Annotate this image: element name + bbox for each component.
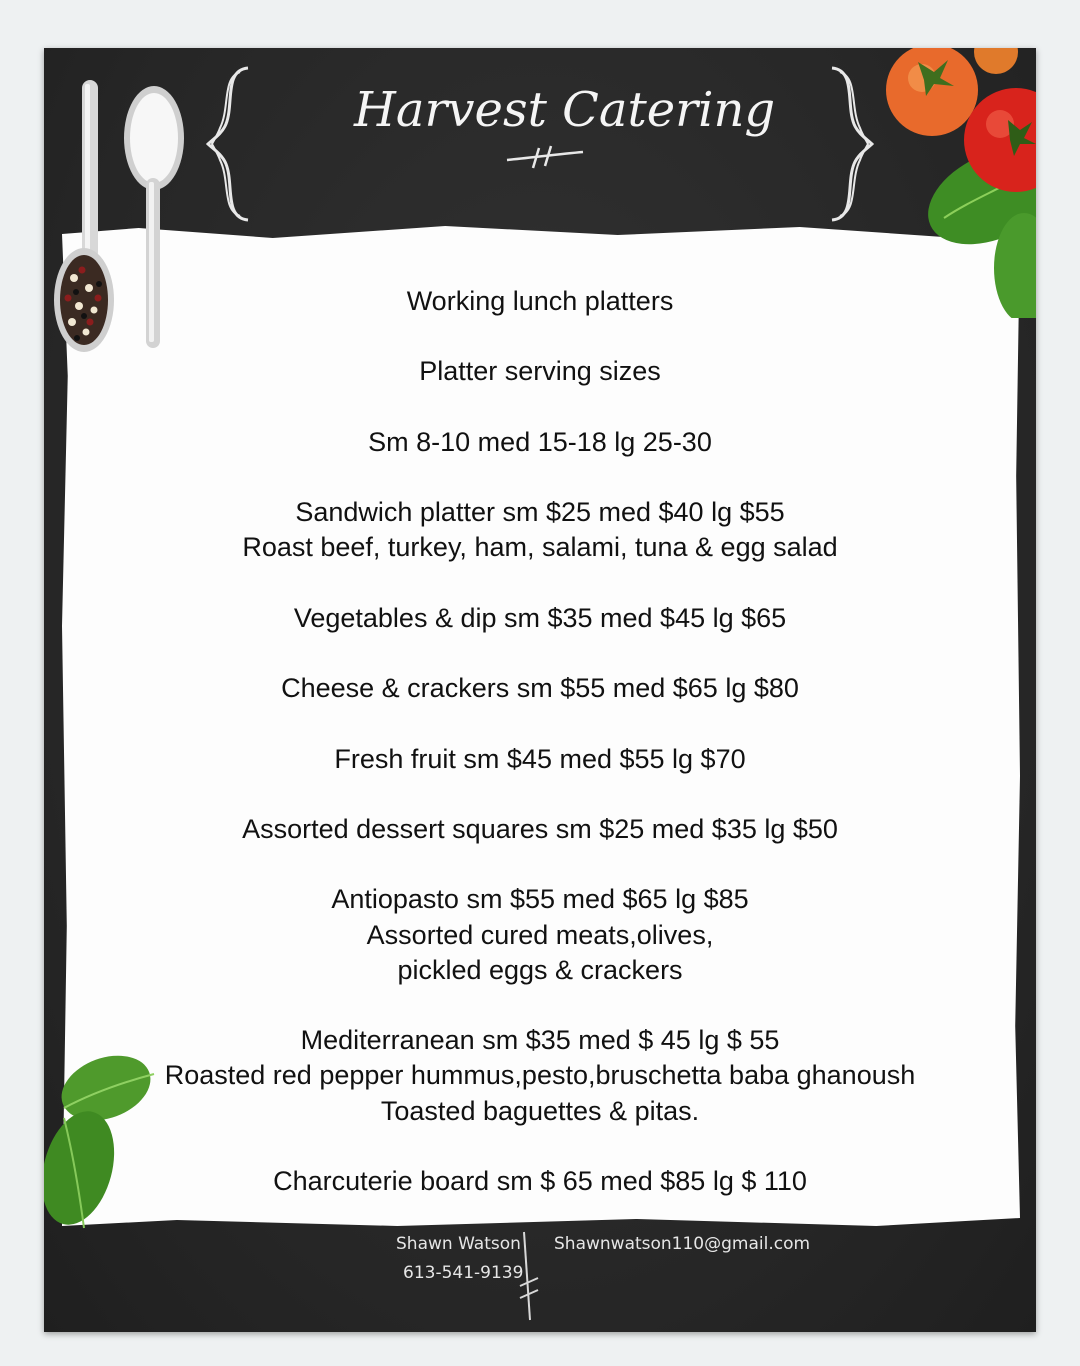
menu-spacer xyxy=(44,636,1036,671)
menu-spacer xyxy=(44,777,1036,812)
tomato-icon xyxy=(884,48,1036,318)
menu-line: Assorted cured meats,olives, xyxy=(366,919,714,950)
menu-spacer xyxy=(44,988,1036,1023)
menu-line: Platter serving sizes xyxy=(419,356,661,387)
right-brace-icon xyxy=(824,64,876,224)
menu-line: Sm 8-10 med 15-18 lg 25-30 xyxy=(368,426,712,457)
divider-flourish-icon xyxy=(518,1228,542,1324)
menu-line: Sandwich platter sm $25 med $40 lg $55 xyxy=(295,497,785,528)
menu-spacer xyxy=(44,847,1036,882)
menu-line: Charcuterie board sm $ 65 med $85 lg $ 110 xyxy=(273,1165,807,1196)
menu-line: Vegetables & dip sm $35 med $45 lg $65 xyxy=(293,602,787,633)
contact-phone: 613-541-9139 xyxy=(403,1263,524,1283)
menu-line: Cheese & crackers sm $55 med $65 lg $80 xyxy=(281,673,799,704)
contact-email: Shawnwatson110@gmail.com xyxy=(554,1234,811,1254)
logo-text: Harvest Catering xyxy=(354,82,776,138)
menu-spacer xyxy=(44,706,1036,741)
flourish-icon xyxy=(499,142,589,172)
menu-line: Antiopasto sm $55 med $65 lg $85 xyxy=(331,884,749,915)
logo xyxy=(354,68,776,198)
menu-list xyxy=(44,284,1036,1199)
menu-spacer xyxy=(44,319,1036,354)
menu-line: Mediterranean sm $35 med $ 45 lg $ 55 xyxy=(300,1025,780,1056)
menu-spacer xyxy=(44,390,1036,425)
menu-line: Toasted baguettes & pitas. xyxy=(380,1095,700,1126)
menu-line: Working lunch platters xyxy=(406,286,674,316)
menu-line: Assorted dessert squares sm $25 med $35 lg $50 xyxy=(242,813,838,844)
contact-name: Shawn Watson xyxy=(396,1234,521,1254)
contact-footer xyxy=(44,1222,1036,1332)
left-brace-icon xyxy=(204,64,256,224)
menu-spacer xyxy=(44,1129,1036,1164)
menu-line: Fresh fruit sm $45 med $55 lg $70 xyxy=(334,743,746,774)
menu-line: Roasted red pepper hummus,pesto,bruschetta baba ghanoush xyxy=(164,1060,916,1091)
menu-spacer xyxy=(44,566,1036,601)
menu-spacer xyxy=(44,460,1036,495)
menu-line: Roast beef, turkey, ham, salami, tuna & egg salad xyxy=(242,532,838,563)
menu-line: pickled eggs & crackers xyxy=(397,954,683,985)
